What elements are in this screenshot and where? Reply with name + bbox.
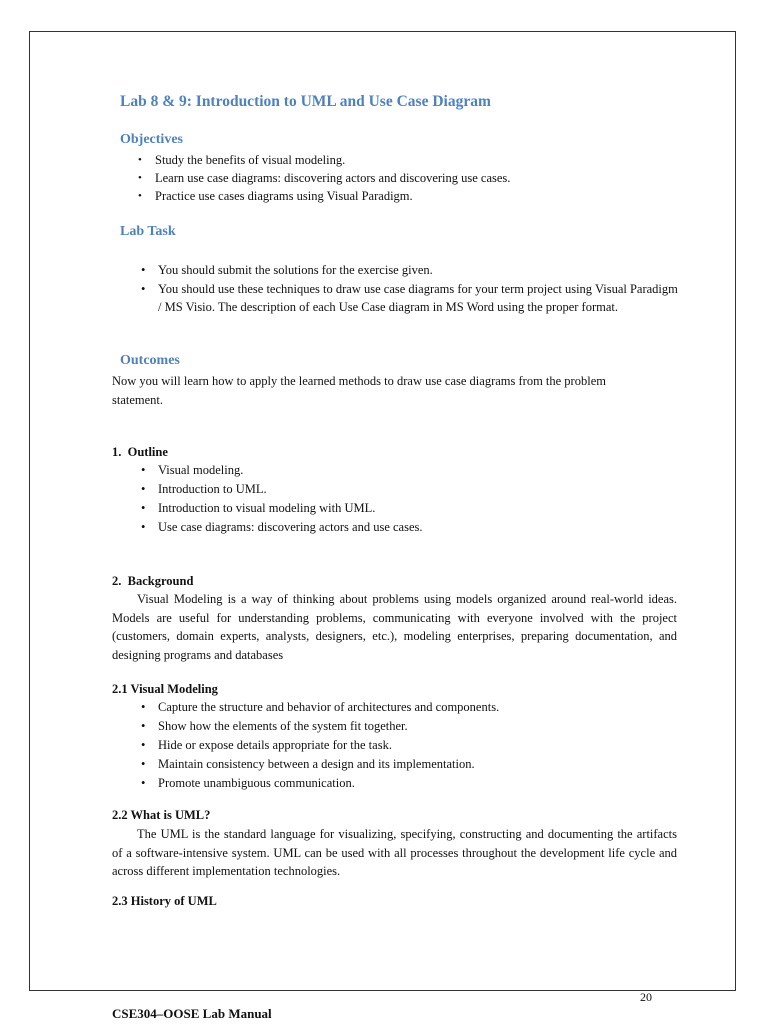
outline-list-wrap xyxy=(138,461,678,537)
history-heading: 2.3 History of UML xyxy=(112,894,217,908)
list-item: • Show how the elements of the system fit together. xyxy=(138,717,678,736)
what-is-uml-text: The UML is the standard language for visualizing, specifying, constructing and documenting the artifacts of a software-intensive system. UML can be used with all processes throughout the development life cycle and across different implementation technologies. xyxy=(112,827,677,878)
background-text-wrap xyxy=(112,590,677,664)
outline-list xyxy=(138,461,678,537)
objectives-section xyxy=(120,132,680,148)
list-item: • You should submit the solutions for the exercise given. xyxy=(138,261,678,280)
list-item: • Introduction to UML. xyxy=(138,480,678,499)
lab-task-heading: Lab Task xyxy=(120,224,176,239)
footer-text: CSE304–OOSE Lab Manual xyxy=(112,1006,272,1021)
objectives-list-wrap xyxy=(135,151,695,205)
list-item: • Practice use cases diagrams using Visual Paradigm. xyxy=(135,187,695,205)
list-item: • Study the benefits of visual modeling. xyxy=(135,151,695,169)
visual-modeling-list xyxy=(138,698,678,793)
list-item: • Introduction to visual modeling with UML. xyxy=(138,499,678,518)
objectives-heading: Objectives xyxy=(120,132,183,147)
list-item: • Use case diagrams: discovering actors and use cases. xyxy=(138,518,678,537)
what-is-uml-heading: 2.2 What is UML? xyxy=(112,808,211,822)
list-item: • Visual modeling. xyxy=(138,461,678,480)
what-is-uml-text-wrap xyxy=(112,825,677,881)
history-section xyxy=(112,892,217,911)
background-section xyxy=(112,572,193,591)
lab-task-list-wrap xyxy=(138,261,678,317)
background-text: Visual Modeling is a way of thinking about problems using models organized around real-world ideas. Models are useful for understanding problems, communicating with everyone involved with the project (customers, domain experts, analysts, designers, etc.), modeling enterprises, preparing documentation, and designing programs and databases xyxy=(112,592,677,662)
list-item: • Maintain consistency between a design and its implementation. xyxy=(138,755,678,774)
background-heading: 2. Background xyxy=(112,574,194,588)
visual-modeling-heading: 2.1 Visual Modeling xyxy=(112,682,218,696)
outline-heading: 1. Outline xyxy=(112,445,168,459)
lab-task-section xyxy=(120,224,176,240)
list-item: • Learn use case diagrams: discovering actors and discovering use cases. xyxy=(135,169,695,187)
objectives-list xyxy=(135,151,695,205)
list-item: • You should use these techniques to draw use case diagrams for your term project using Visual Paradigm / MS Visio. The description of each Use Case diagram in MS Word using the proper format. xyxy=(138,280,678,317)
what-is-uml-section xyxy=(112,806,210,825)
page-number: 20 xyxy=(640,990,652,1004)
visual-modeling-list-wrap xyxy=(138,698,678,793)
outline-section xyxy=(112,443,168,462)
list-item: • Hide or expose details appropriate for the task. xyxy=(138,736,678,755)
list-item: • Promote unambiguous communication. xyxy=(138,774,678,793)
visual-modeling-section xyxy=(112,680,218,699)
outcomes-section xyxy=(120,353,180,369)
lab-task-list xyxy=(138,261,678,317)
outcomes-text: Now you will learn how to apply the learned methods to draw use case diagrams from the problem statement. xyxy=(112,374,606,407)
outcomes-text-wrap xyxy=(112,372,657,409)
list-item: • Capture the structure and behavior of architectures and components. xyxy=(138,698,678,717)
page-title: Lab 8 & 9: Introduction to UML and Use Case Diagram xyxy=(120,93,491,110)
outcomes-heading: Outcomes xyxy=(120,353,180,368)
